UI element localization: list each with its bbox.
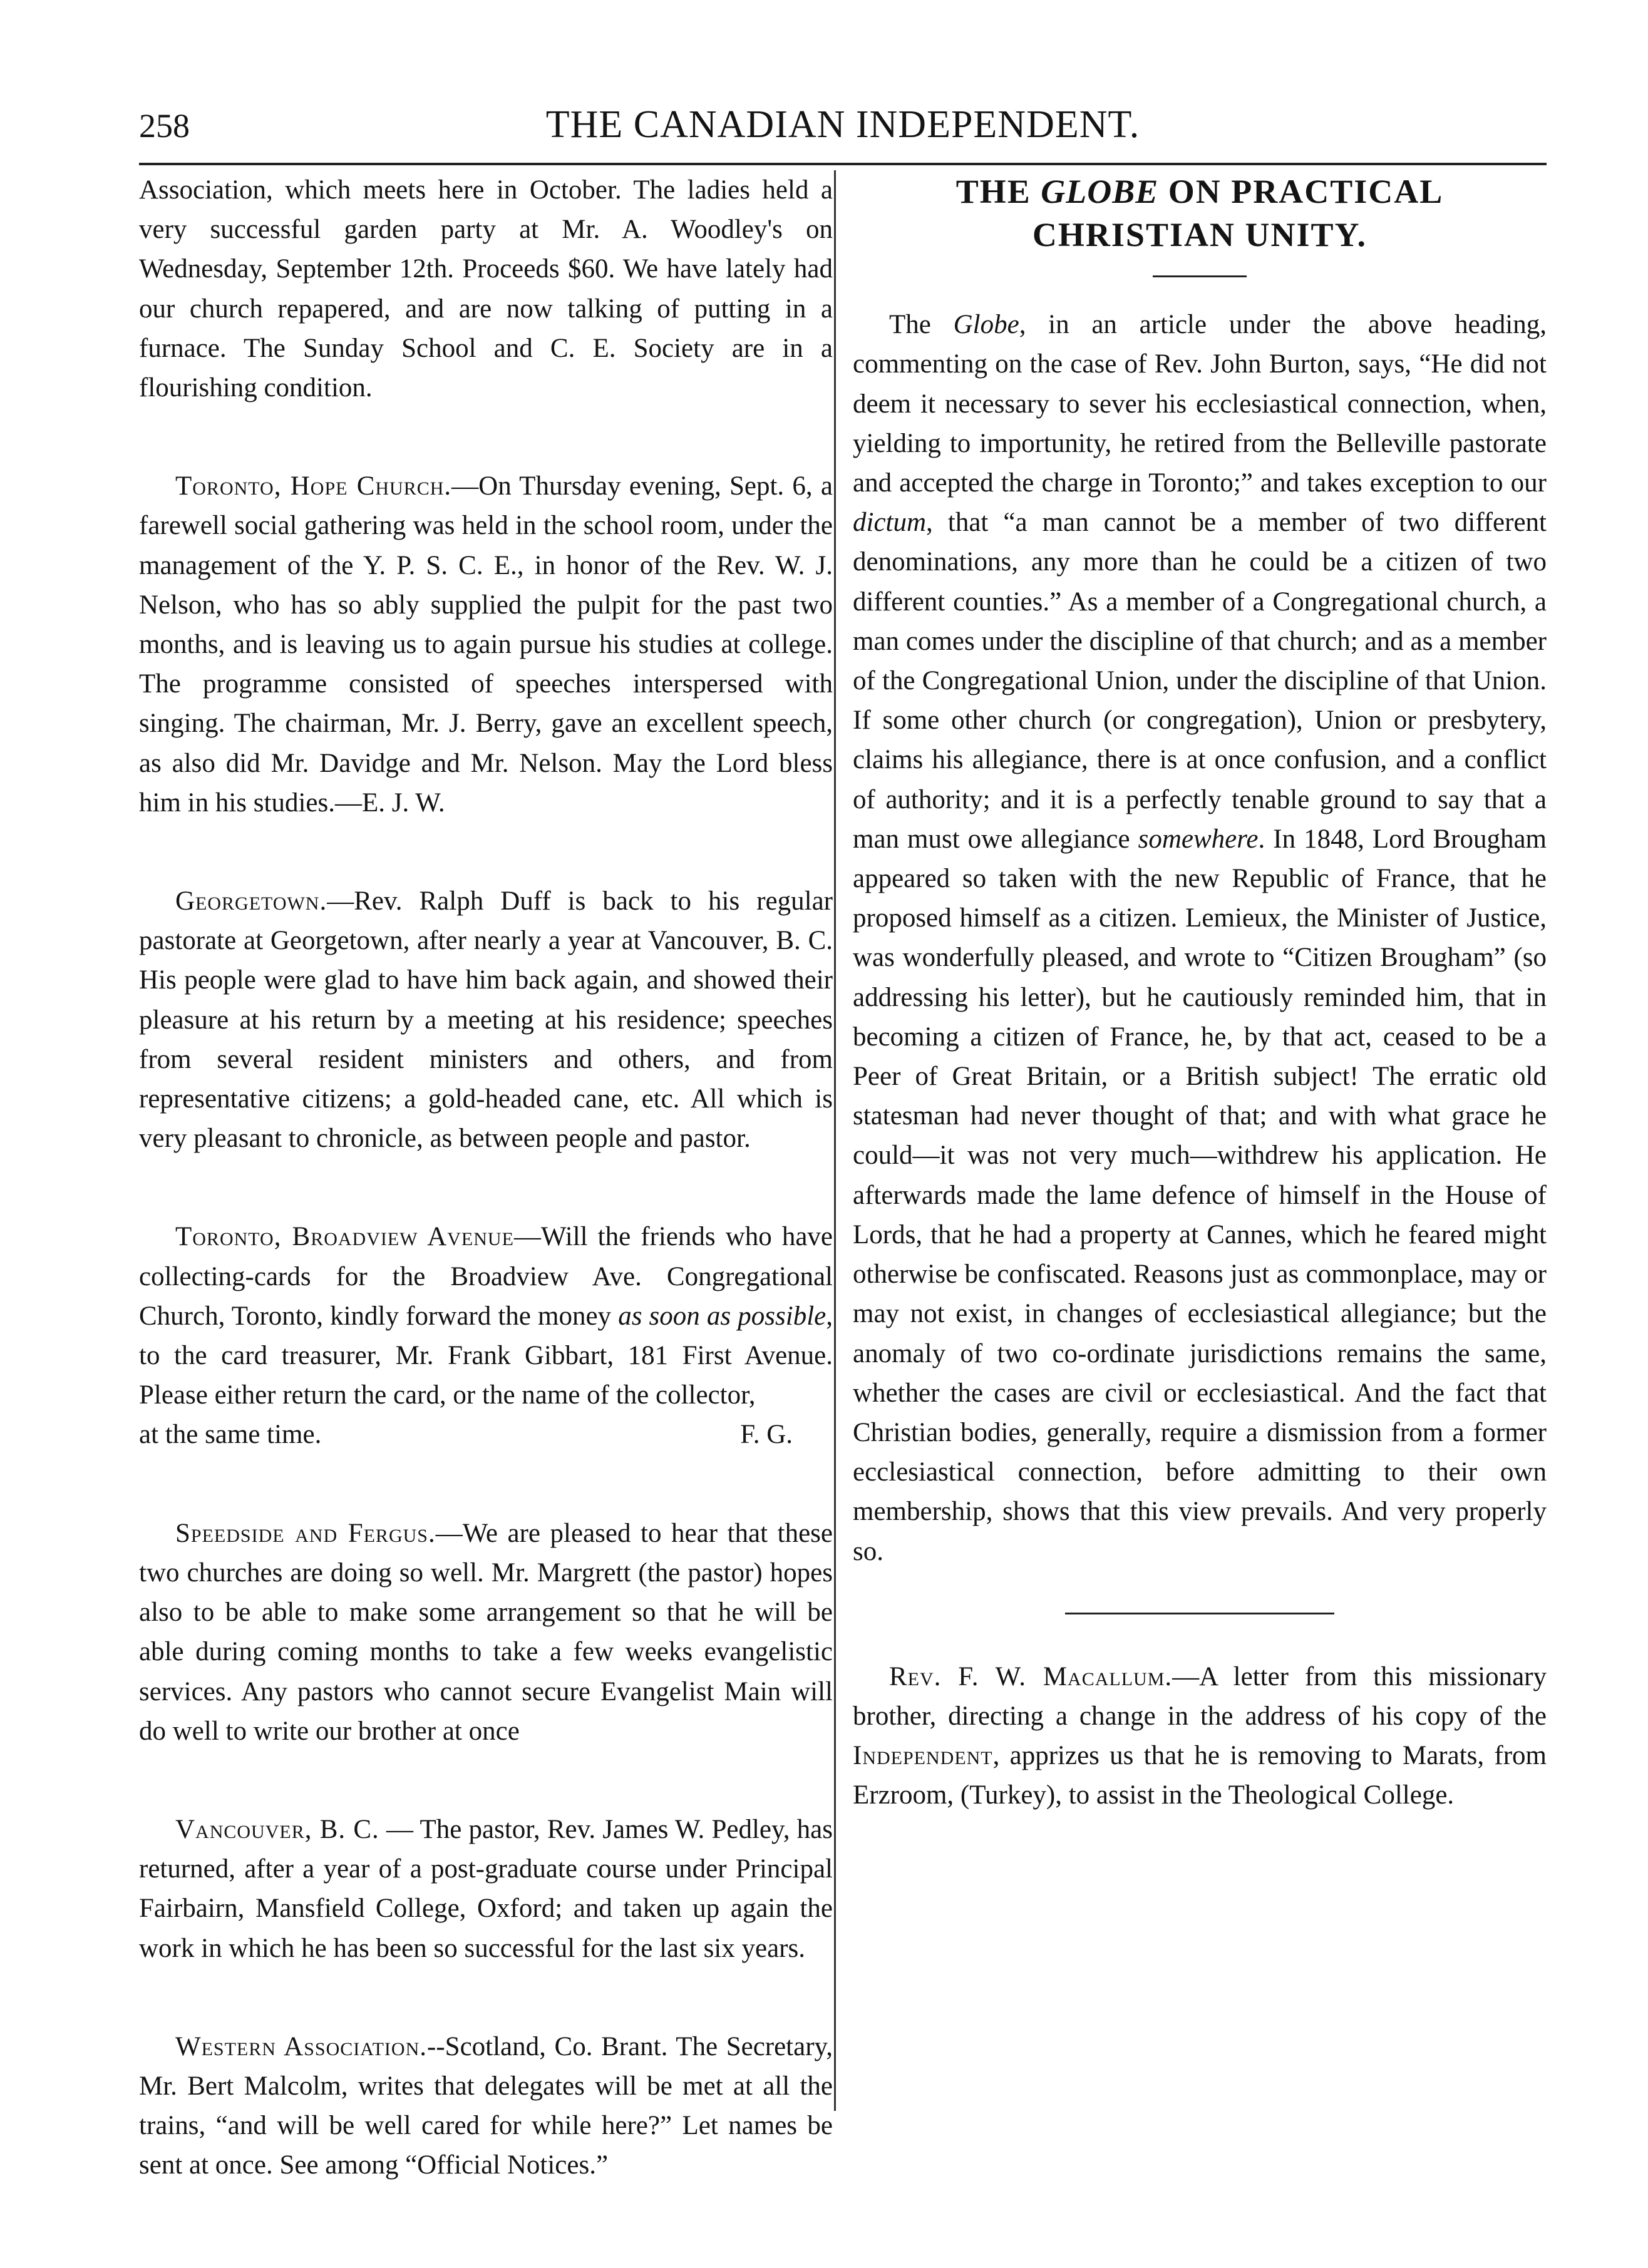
continuation-paragraph: Association, which meets here in October. The ladies held a very successful garden party at Mr. A. Woodley's on Wednesday, September 12th. Proceeds $60. We have lately had our church repapered, and are now talking of putting in a furnace. The Sunday School and C. E. Society are in a flourishing condition. [139, 175, 833, 403]
news-item-broadview [139, 1217, 833, 1415]
item-emphasis: as soon as possible [618, 1301, 827, 1331]
item-body: — The pastor, Rev. James W. Pedley, has returned, after a year of a post-graduate course under Principal Fairbairn, Mansfield College, Oxford; and taken up again the work in which he has been so successful for the last six years. [139, 1814, 833, 1963]
item-body: —Will the friends who have collecting-cards for the Broadview Ave. Congregational Church, Toronto, kindly forward the money [139, 1222, 833, 1331]
item-body: —We are pleased to hear that these two churches are doing so well. Mr. Margrett (the pastor) hopes also to be able to make some arrangement so that he will be able during coming months to take a few weeks evangelistic services. Any pastors who cannot secure Evangelist Main will do well to write our brother at once [139, 1518, 833, 1746]
section-rule [1065, 1613, 1334, 1614]
running-title: THE CANADIAN INDEPENDENT. [545, 103, 1140, 146]
notice-smallcaps: Independent [853, 1741, 993, 1771]
left-column [139, 170, 833, 2185]
notice-body-cont: , apprizes us that he is removing to Marats, from Erzroom, (Turkey), to assist in the Theological College. [853, 1741, 1547, 1810]
news-item-toronto-hope [139, 466, 833, 823]
news-item-western-association [139, 2027, 833, 2185]
item-heading: Vancouver, B. C. [175, 1814, 379, 1844]
news-item-georgetown [139, 881, 833, 1158]
signature-line [139, 1415, 833, 1454]
item-heading: Toronto, Hope Church. [175, 471, 452, 501]
right-column [853, 170, 1547, 1815]
item-body: --Scotland, Co. Brant. The Secretary, Mr. Bert Malcolm, writes that delegates will be met at all the trains, “and will be well cared for while here?” Let names be sent at once. See among “Official Notices.” [139, 2031, 833, 2180]
page-number: 258 [139, 107, 190, 145]
item-body-cont: , to the card treasurer, Mr. Frank Gibbart, 181 First Avenue. Please either return the card, or the name of the collector, [139, 1301, 833, 1410]
title-suffix: ON PRACTICAL CHRISTIAN UNITY. [1032, 173, 1444, 254]
news-item-vancouver [139, 1810, 833, 1968]
notice-heading: Rev. F. W. Macallum. [889, 1661, 1173, 1691]
title-italic: GLOBE [1041, 173, 1159, 210]
item-last-line: at the same time. [139, 1420, 322, 1450]
page-header [139, 94, 1547, 165]
signature: F. G. [740, 1420, 793, 1450]
item-body: —Rev. Ralph Duff is back to his regular pastorate at Georgetown, after nearly a year at Vancouver, B. C. His people were glad to have him back again, and showed their pleasure at his return by a meeting at his residence; speeches from several resident ministers and others, and from representative citizens; a gold-headed cane, etc. All which is very pleasant to chronicle, as between people and pastor. [139, 886, 833, 1154]
notice-body: —A letter from this missionary brother, directing a change in the address of his copy of the [853, 1661, 1547, 1731]
article-text: . In 1848, Lord Brougham appeared so taken with the new Republic of France, that he proposed himself as a citizen. Lemieux, the Minister of Justice, was wonderfully pleased, and wrote to “Citizen Brougham” (so addressing his letter), but he cautiously reminded him, that in becoming a citizen of France, he, by that act, ceased to be a Peer of Great Britain, or a British subject! The erratic old statesman had never thought of that; and with what grace he could—it was not very much—withdrew his application. He afterwards made the lame defence of himself in the House of Lords, that he had a property at Cannes, which he feared might otherwise be confiscated. Reasons just as commonplace, may or may not exist, in changes of ecclesiastical allegiance; but the anomaly of two co-ordinate jurisdictions remains the same, whether the cases are civil or ecclesiastical. And the fact that Christian bodies, generally, require a dismission from a former ecclesiastical connection, before admitting to their own membership, shows that this view prevails. And very properly so. [853, 824, 1547, 1566]
article-text: , that “a man cannot be a member of two different denominations, any more than he could be a citizen of two different counties.” As a member of a Congregational church, a man comes under the discipline of that church; and as a member of the Congregational Union, under the discipline of that Union. If some other church (or congregation), Union or presbytery, claims his allegiance, there is at once confusion, and a conflict of authority; and it is a perfectly tenable ground to say that a man must owe allegiance [853, 508, 1547, 854]
news-item-speedside [139, 1514, 833, 1751]
article-italic: Globe [953, 310, 1019, 340]
item-heading: Toronto, Broadview Avenue [175, 1222, 514, 1252]
title-prefix: THE [955, 173, 1041, 210]
item-heading: Speedside and Fergus. [175, 1518, 436, 1548]
article-italic: dictum [853, 508, 927, 538]
item-heading: Georgetown. [175, 886, 327, 916]
title-rule [1153, 275, 1247, 277]
article-title [853, 170, 1547, 257]
article-body [853, 305, 1547, 1571]
item-heading: Western Association. [175, 2031, 428, 2061]
notice-macallum [853, 1657, 1547, 1815]
item-body: —On Thursday evening, Sept. 6, a farewell social gathering was held in the school room, under the management of the Y. P. S. C. E., in honor of the Rev. W. J. Nelson, who has so ably supplied the pulpit for the past two months, and is leaving us to again pursue his studies at college. The programme consisted of speeches interspersed with singing. The chairman, Mr. J. Berry, gave an excellent speech, as also did Mr. Davidge and Mr. Nelson. May the Lord bless him in his studies.—E. J. W. [139, 471, 833, 818]
article-text: , in an article under the above heading, commenting on the case of Rev. John Burton, says, “He did not deem it necessary to sever his ecclesiastical connection, when, yielding to importunity, he retired from the Belleville pastorate and accepted the charge in Toronto;” and takes exception to our [853, 310, 1547, 498]
article-italic: somewhere [1138, 824, 1259, 854]
article-text: The [889, 310, 954, 340]
column-divider [834, 170, 836, 2111]
